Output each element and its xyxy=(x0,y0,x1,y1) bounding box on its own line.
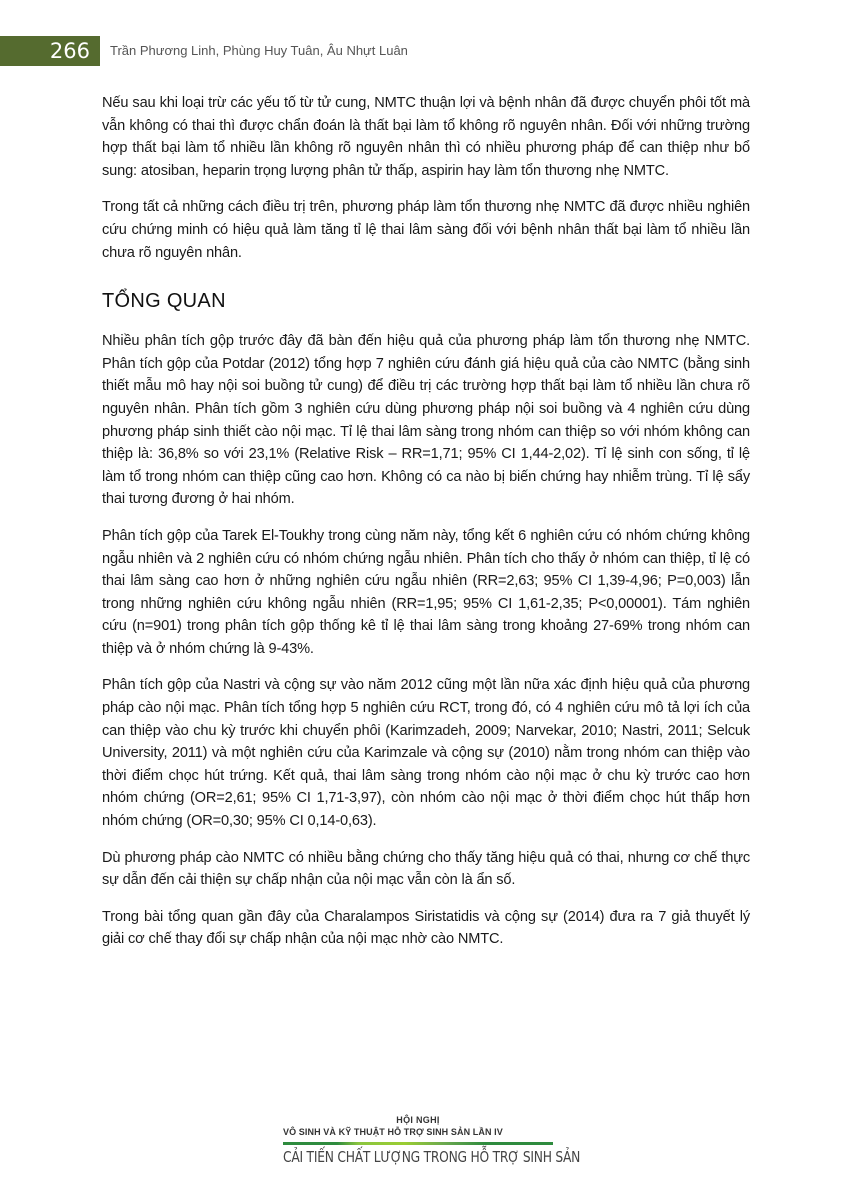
paragraph: Nếu sau khi loại trừ các yếu tố từ tử cung, NMTC thuận lợi và bệnh nhân đã được chuyển phôi tốt mà vẫn không có thai thì được chẩn đoán là thất bại làm tổ không rõ nguyên nhân. Đối với những trường hợp thất bại làm tổ nhiều lần không rõ nguyên nhân thì có nhiều phương pháp để can thiệp như bổ sung: atosiban, heparin trọng lượng phân tử thấp, aspirin hay làm tổn thương nhẹ NMTC. xyxy=(102,95,750,179)
footer-theme: CẢI TIẾN CHẤT LƯỢNG TRONG HỖ TRỢ SINH SẢN xyxy=(283,1148,581,1166)
paragraph: Trong tất cả những cách điều trị trên, phương pháp làm tổn thương nhẹ NMTC đã được nhiều nghiên cứu chứng minh có hiệu quả làm tăng tỉ lệ thai lâm sàng đối với bệnh nhân thất bại làm tổ nhiều lần chưa rõ nguyên nhân. xyxy=(102,199,750,261)
conference-footer xyxy=(283,1115,581,1166)
footer-conference-name: VÔ SINH VÀ KỸ THUẬT HỖ TRỢ SINH SẢN LẦN IV xyxy=(283,1127,503,1137)
paragraph: Dù phương pháp cào NMTC có nhiều bằng chứng cho thấy tăng hiệu quả có thai, nhưng cơ chế thực sự dẫn đến cải thiện sự chấp nhận của nội mạc vẫn còn là ẩn số. xyxy=(102,849,750,889)
footer-conference-label: HỘI NGHỊ xyxy=(396,1115,440,1125)
section-heading: TỔNG QUAN xyxy=(102,290,226,313)
page-number: 266 xyxy=(49,39,90,63)
footer-gradient-rule xyxy=(283,1142,553,1145)
paragraph: Trong bài tổng quan gần đây của Charalampos Siristatidis và cộng sự (2014) đưa ra 7 giả thuyết lý giải cơ chế thay đổi sự chấp nhận của nội mạc nhờ cào NMTC. xyxy=(102,908,750,948)
paragraph: Nhiều phân tích gộp trước đây đã bàn đến hiệu quả của phương pháp làm tổn thương nhẹ NMTC. Phân tích gộp của Potdar (2012) tổng hợp 7 nghiên cứu đánh giá hiệu quả của cào NMTC (bằng sinh thiết mẫu mô hay nội soi buồng tử cung) để điều trị các trường hợp thất bại làm tổ nhiều lần chưa rõ nguyên nhân. Phân tích gồm 3 nghiên cứu dùng phương pháp nội soi buồng và 4 nghiên cứu dùng phương pháp sinh thiết cào nội mạc. Tỉ lệ thai lâm sàng trong nhóm can thiệp so với nhóm không can thiệp là: 36,8% so với 23,1% (Relative Risk – RR=1,71; 95% CI 1,44-2,02). Tỉ lệ sinh con sống, tỉ lệ làm tổ trong nhóm can thiệp cũng cao hơn. Không có ca nào bị biến chứng hay nhiễm trùng. Tỉ lệ sẩy thai tương đương ở hai nhóm. xyxy=(102,333,750,508)
article-body xyxy=(102,92,750,965)
paragraph: Phân tích gộp của Nastri và cộng sự vào năm 2012 cũng một lần nữa xác định hiệu quả của phương pháp cào nội mạc. Phân tích tổng hợp 5 nghiên cứu RCT, trong đó, có 4 nghiên cứu mô tả lợi ích của can thiệp vào chu kỳ trước khi chuyển phôi (Karimzadeh, 2009; Narvekar, 2010; Nastri, 2011; Selcuk University, 2011) và một nghiên cứu của Karimzale và cộng sự (2010) nằm trong nhóm can thiệp vào thời điểm chọc hút trứng. Kết quả, thai lâm sàng trong nhóm cào nội mạc ở chu kỳ trước cao hơn nhóm chứng (OR=2,61; 95% CI 1,71-3,97), còn nhóm cào nội mạc ở thời điểm chọc hút thấp hơn nhóm chứng (OR=0,30; 95% CI 0,14-0,63). xyxy=(102,677,750,830)
paragraph: Phân tích gộp của Tarek El-Toukhy trong cùng năm này, tổng kết 6 nghiên cứu có nhóm chứng không ngẫu nhiên và 2 nghiên cứu có nhóm chứng ngẫu nhiên. Phân tích cho thấy ở nhóm can thiệp, tỉ lệ có thai lâm sàng cao hơn ở những nghiên cứu ngẫu nhiên (RR=2,63; 95% CI 1,39-4,96; P=0,003) lẫn trong những nghiên cứu không ngẫu nhiên (RR=1,95; 95% CI 1,61-2,35; P<0,00001). Tám nghiên cứu (n=901) trong phân tích gộp thống kê tỉ lệ thai lâm sàng trong khoảng 27-69% trong nhóm can thiệp và ở nhóm chứng là 9-43%. xyxy=(102,527,750,657)
running-head-authors: Trần Phương Linh, Phùng Huy Tuân, Âu Nhựt Luân xyxy=(110,43,408,58)
page-number-bar xyxy=(0,36,100,66)
